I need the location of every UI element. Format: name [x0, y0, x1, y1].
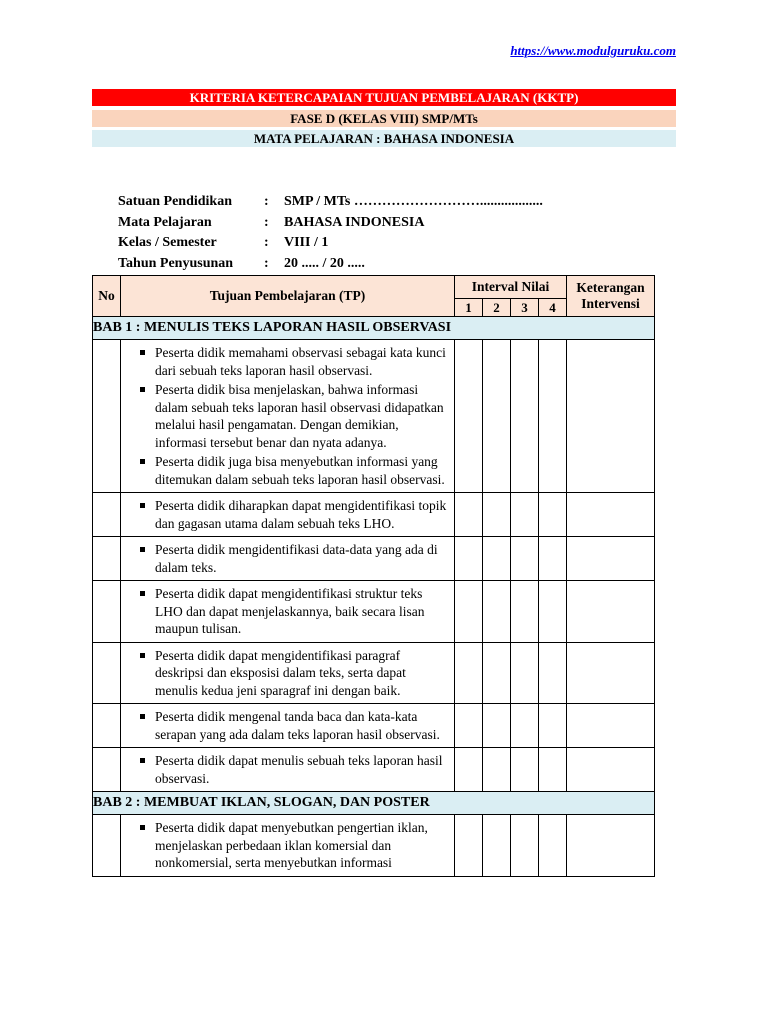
cell-no	[93, 493, 121, 537]
cell-tp	[121, 581, 455, 643]
table-row	[93, 815, 655, 877]
identity-row-tahun	[118, 254, 543, 275]
cell-interval-4[interactable]	[539, 581, 567, 643]
list-item: Peserta didik juga bisa menyebutkan informasi yang ditemukan dalam sebuah teks laporan hasil observasi.	[155, 453, 448, 488]
cell-interval-2[interactable]	[483, 537, 511, 581]
cell-no	[93, 748, 121, 792]
cell-interval-2[interactable]	[483, 493, 511, 537]
identity-label: Kelas / Semester	[118, 235, 217, 250]
list-item: Peserta didik dapat mengidentifikasi struktur teks LHO dan dapat menjelaskannya, baik secara lisan maupun tulisan.	[155, 585, 448, 638]
header-interval-2: 2	[483, 299, 511, 317]
cell-interval-2[interactable]	[483, 340, 511, 493]
identity-label: Tahun Penyusunan	[118, 255, 234, 271]
cell-interval-1[interactable]	[455, 581, 483, 643]
cell-tp	[121, 642, 455, 704]
table-row	[93, 642, 655, 704]
header-keterangan	[567, 276, 655, 317]
cell-interval-4[interactable]	[539, 340, 567, 493]
identity-colon: :	[264, 235, 269, 250]
cell-interval-3[interactable]	[511, 340, 539, 493]
cell-interval-2[interactable]	[483, 815, 511, 877]
cell-interval-3[interactable]	[511, 704, 539, 748]
cell-interval-4[interactable]	[539, 537, 567, 581]
cell-tp	[121, 537, 455, 581]
header-tp: Tujuan Pembelajaran (TP)	[121, 276, 455, 317]
cell-interval-1[interactable]	[455, 815, 483, 877]
cell-interval-1[interactable]	[455, 340, 483, 493]
cell-interval-3[interactable]	[511, 642, 539, 704]
header-interval-3: 3	[511, 299, 539, 317]
cell-interval-4[interactable]	[539, 748, 567, 792]
document-title: KRITERIA KETERCAPAIAN TUJUAN PEMBELAJARAN (KKTP)	[92, 89, 676, 106]
cell-interval-1[interactable]	[455, 642, 483, 704]
bab-1-title: BAB 1 : MENULIS TEKS LAPORAN HASIL OBSERVASI	[93, 317, 655, 340]
table-row	[93, 748, 655, 792]
kktp-table	[92, 275, 655, 877]
cell-interval-2[interactable]	[483, 642, 511, 704]
list-item: Peserta didik bisa menjelaskan, bahwa informasi dalam sebuah teks laporan hasil observasi didapatkan melalui hasil pengamatan. Dengan demikian, informasi tersebut benar dan nyata adanya.	[155, 381, 448, 451]
cell-no	[93, 815, 121, 877]
identity-colon: :	[264, 194, 269, 209]
header-keterangan-line2: Intervensi	[581, 296, 640, 311]
identity-row-mapel	[118, 213, 543, 234]
cell-keterangan[interactable]	[567, 748, 655, 792]
list-item: Peserta didik mengenal tanda baca dan kata-kata serapan yang ada dalam teks laporan hasil observasi.	[155, 708, 448, 743]
cell-interval-4[interactable]	[539, 493, 567, 537]
website-url-link[interactable]: https://www.modulguruku.com	[510, 43, 676, 58]
cell-interval-1[interactable]	[455, 748, 483, 792]
identity-row-kelas	[118, 233, 543, 254]
cell-tp	[121, 340, 455, 493]
list-item: Peserta didik memahami observasi sebagai kata kunci dari sebuah teks laporan hasil observasi.	[155, 344, 448, 379]
identity-block	[118, 192, 543, 274]
identity-colon: :	[264, 214, 269, 230]
identity-label: Satuan Pendidikan	[118, 194, 232, 209]
table-row	[93, 493, 655, 537]
cell-interval-4[interactable]	[539, 642, 567, 704]
cell-keterangan[interactable]	[567, 642, 655, 704]
cell-keterangan[interactable]	[567, 581, 655, 643]
cell-interval-3[interactable]	[511, 537, 539, 581]
header-no: No	[93, 276, 121, 317]
list-item: Peserta didik dapat mengidentifikasi paragraf deskripsi dan eksposisi dalam teks, serta dapat menulis kedua jeni sparagraf ini dengan baik.	[155, 647, 448, 700]
cell-keterangan[interactable]	[567, 704, 655, 748]
cell-interval-3[interactable]	[511, 493, 539, 537]
table-row	[93, 340, 655, 493]
identity-value: VIII / 1	[284, 235, 329, 250]
list-item: Peserta didik dapat menyebutkan pengertian iklan, menjelaskan perbedaan iklan komersial dan nonkomersial, serta menyebutkan informasi	[155, 819, 448, 872]
bab-1-heading-row	[93, 317, 655, 340]
cell-keterangan[interactable]	[567, 340, 655, 493]
table-row	[93, 704, 655, 748]
identity-row-satuan	[118, 192, 543, 213]
cell-interval-1[interactable]	[455, 537, 483, 581]
cell-interval-2[interactable]	[483, 581, 511, 643]
cell-interval-3[interactable]	[511, 581, 539, 643]
identity-value: SMP / MTs ………………………..................	[284, 194, 543, 209]
header-interval-1: 1	[455, 299, 483, 317]
cell-keterangan[interactable]	[567, 815, 655, 877]
list-item: Peserta didik mengidentifikasi data-data yang ada di dalam teks.	[155, 541, 448, 576]
identity-label: Mata Pelajaran	[118, 214, 212, 230]
cell-tp	[121, 704, 455, 748]
cell-interval-2[interactable]	[483, 704, 511, 748]
table-row	[93, 537, 655, 581]
cell-interval-1[interactable]	[455, 704, 483, 748]
bab-2-heading-row	[93, 792, 655, 815]
fase-subtitle: FASE D (KELAS VIII) SMP/MTs	[92, 110, 676, 127]
subject-subtitle: MATA PELAJARAN : BAHASA INDONESIA	[92, 130, 676, 147]
cell-no	[93, 537, 121, 581]
table-row	[93, 581, 655, 643]
header-interval-4: 4	[539, 299, 567, 317]
identity-colon: :	[264, 255, 269, 271]
bab-2-title: BAB 2 : MEMBUAT IKLAN, SLOGAN, DAN POSTER	[93, 792, 655, 815]
cell-interval-2[interactable]	[483, 748, 511, 792]
header-interval: Interval Nilai	[455, 276, 567, 299]
list-item: Peserta didik diharapkan dapat mengidentifikasi topik dan gagasan utama dalam sebuah teks LHO.	[155, 498, 447, 531]
cell-no	[93, 581, 121, 643]
cell-keterangan[interactable]	[567, 537, 655, 581]
identity-value: 20 ..... / 20 .....	[284, 255, 365, 271]
cell-interval-1[interactable]	[455, 493, 483, 537]
list-item: Peserta didik dapat menulis sebuah teks laporan hasil observasi.	[155, 752, 448, 787]
identity-value: BAHASA INDONESIA	[284, 214, 425, 230]
cell-tp	[121, 748, 455, 792]
cell-interval-4[interactable]	[539, 815, 567, 877]
cell-no	[93, 642, 121, 704]
cell-interval-3[interactable]	[511, 815, 539, 877]
cell-keterangan[interactable]	[567, 493, 655, 537]
cell-interval-4[interactable]	[539, 704, 567, 748]
cell-tp	[121, 815, 455, 877]
cell-tp	[121, 493, 455, 537]
cell-interval-3[interactable]	[511, 748, 539, 792]
cell-no	[93, 340, 121, 493]
cell-no	[93, 704, 121, 748]
header-keterangan-line1: Keterangan	[576, 280, 645, 295]
